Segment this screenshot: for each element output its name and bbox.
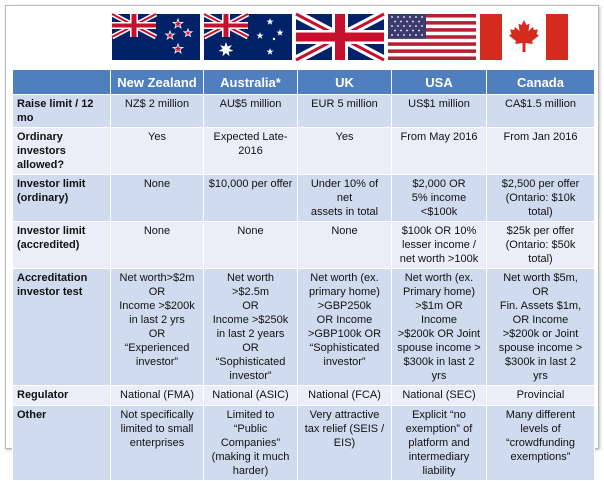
column-header-australia: Australia* (204, 70, 298, 95)
table-cell: $25k per offer (Ontario: $50k total) (487, 222, 595, 269)
table-cell: Provincial (487, 386, 595, 406)
table-cell: Yes (298, 128, 392, 175)
table-cell: Net worth (ex. Primary home) >$1m OR Income >$200k OR Joint spouse income > $300k in last 2 yrs (392, 269, 487, 386)
table-row-regulator (13, 386, 595, 406)
table-cell: From May 2016 (392, 128, 487, 175)
slide-frame (5, 5, 599, 477)
row-label: Investor limit (accredited) (13, 222, 111, 269)
comparison-table (12, 69, 595, 481)
table-cell: Net worth (ex. primary home) >GBP250k OR Income >GBP100k OR “Sophisticated investor” (298, 269, 392, 386)
table-cell: AU$5 million (204, 95, 298, 128)
new-zealand-flag-icon (112, 14, 200, 60)
table-cell: National (FMA) (111, 386, 204, 406)
table-cell: Many different levels of “crowdfunding exemptions” (487, 406, 595, 481)
table-cell: $2,000 OR 5% income <$100k (392, 175, 487, 222)
table-cell: Net worth>$2m OR Income >$200k in last 2 yrs OR “Experienced investor” (111, 269, 204, 386)
table-cell: Not specifically limited to small enterprises (111, 406, 204, 481)
table-cell: National (SEC) (392, 386, 487, 406)
column-header-new-zealand: New Zealand (111, 70, 204, 95)
table-cell: None (111, 175, 204, 222)
usa-flag-icon (388, 14, 476, 60)
row-label: Accreditation investor test (13, 269, 111, 386)
header-corner (13, 70, 111, 95)
table-cell: CA$1.5 million (487, 95, 595, 128)
table-cell: Expected Late- 2016 (204, 128, 298, 175)
column-header-canada: Canada (487, 70, 595, 95)
table-cell: $2,500 per offer (Ontario: $10k total) (487, 175, 595, 222)
table-row-raise-limit (13, 95, 595, 128)
table-cell: Limited to “Public Companies” (making it much harder) (204, 406, 298, 481)
table-cell: Under 10% of net assets in total (298, 175, 392, 222)
column-header-usa: USA (392, 70, 487, 95)
row-label: Regulator (13, 386, 111, 406)
row-label: Ordinary investors allowed? (13, 128, 111, 175)
table-cell: US$1 million (392, 95, 487, 128)
flag-row (112, 14, 572, 66)
column-header-uk: UK (298, 70, 392, 95)
table-cell: $100k OR 10% lesser income / net worth >100k (392, 222, 487, 269)
row-label: Raise limit / 12 mo (13, 95, 111, 128)
australia-flag-icon (204, 14, 292, 60)
table-cell: National (FCA) (298, 386, 392, 406)
table-cell: Net worth $5m, OR Fin. Assets $1m, OR Income >$200k or Joint spouse income > $300k in last 2 yrs (487, 269, 595, 386)
uk-flag-icon (296, 14, 384, 60)
table-cell: Yes (111, 128, 204, 175)
table-cell: Net worth >$2.5m OR Income >$250k in last 2 years OR “Sophisticated investor” (204, 269, 298, 386)
table-row-accreditation-test (13, 269, 595, 386)
row-label: Other (13, 406, 111, 481)
table-cell: None (298, 222, 392, 269)
canada-flag-icon (480, 14, 568, 60)
table-cell: None (204, 222, 298, 269)
header-row (13, 70, 595, 95)
table-cell: None (111, 222, 204, 269)
table-row-other (13, 406, 595, 481)
table-cell: $10,000 per offer (204, 175, 298, 222)
table-cell: National (ASIC) (204, 386, 298, 406)
row-label: Investor limit (ordinary) (13, 175, 111, 222)
table-cell: NZ$ 2 million (111, 95, 204, 128)
table-cell: EUR 5 million (298, 95, 392, 128)
table-row-ordinary-investors (13, 128, 595, 175)
table-cell: Very attractive tax relief (SEIS / EIS) (298, 406, 392, 481)
table-cell: From Jan 2016 (487, 128, 595, 175)
table-row-investor-limit-ordinary (13, 175, 595, 222)
table-cell: Explicit “no exemption” of platform and intermediary liability (392, 406, 487, 481)
table-row-investor-limit-accredited (13, 222, 595, 269)
